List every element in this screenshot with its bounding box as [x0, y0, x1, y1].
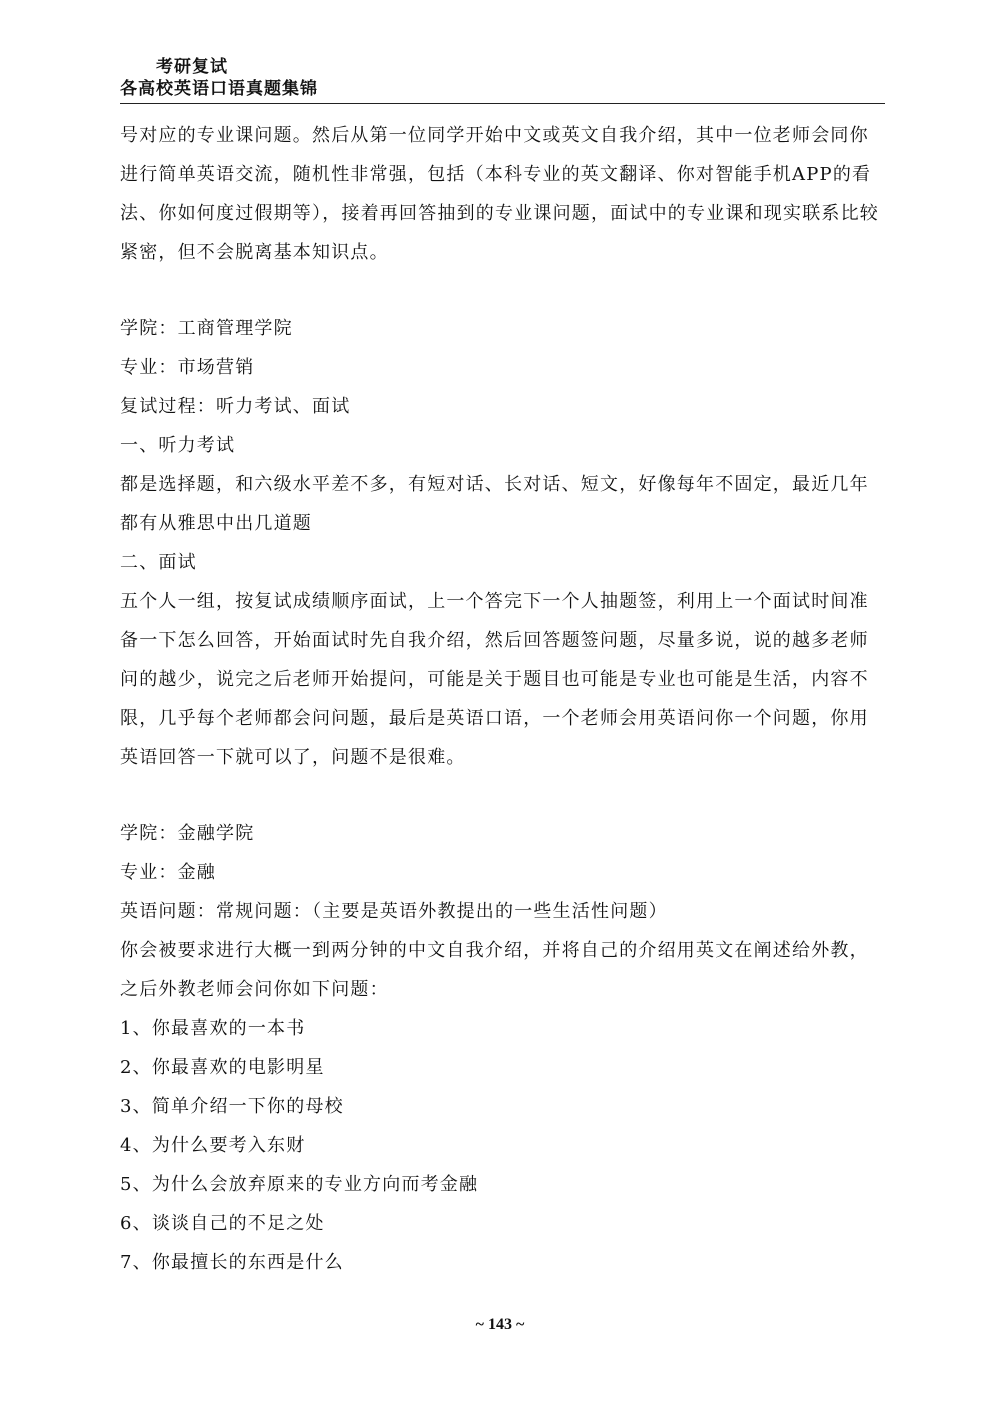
- section-gap: [120, 777, 885, 814]
- question-item: 1、你最喜欢的一本书: [120, 1018, 306, 1039]
- question-item: 2、你最喜欢的电影明星: [120, 1057, 325, 1078]
- header-divider: [120, 103, 885, 104]
- question-item: 5、为什么会放弃原来的专业方向而考金融: [120, 1174, 479, 1195]
- question-item: 6、谈谈自己的不足之处: [120, 1213, 325, 1234]
- question-item: 3、简单介绍一下你的母校: [120, 1096, 344, 1117]
- page-header: [120, 56, 885, 100]
- section1-part2-text: 五个人一组，按复试成绩顺序面试，上一个答完下一个人抽题签，利用上一个面试时间准备一下怎么回答，开始面试时先自我介绍，然后回答题签问题，尽量多说，说的越多老师问的越少，说完之后老师开始提问，可能是关于题目也可能是专业也可能是生活，内容不限，几乎每个老师都会问问题，最后是英语口语，一个老师会用英语问你一个问题，你用英语回答一下就可以了，问题不是很难。: [120, 591, 869, 768]
- question-item: 4、为什么要考入东财: [120, 1135, 306, 1156]
- page-content: [120, 116, 885, 1282]
- section2-college: 学院：金融学院: [120, 823, 255, 844]
- header-title: 考研复试: [156, 57, 228, 77]
- question-item: 7、你最擅长的东西是什么: [120, 1252, 344, 1273]
- intro-paragraph: 号对应的专业课问题。然后从第一位同学开始中文或英文自我介绍，其中一位老师会同你进行简单英语交流，随机性非常强，包括（本科专业的英文翻译、你对智能手机APP的看法、你如何度过假期等），接着再回答抽到的专业课问题，面试中的专业课和现实联系比较紧密，但不会脱离基本知识点。: [120, 125, 879, 263]
- section2-intro-text: 你会被要求进行大概一到两分钟的中文自我介绍，并将自己的介绍用英文在阐述给外教，之后外教老师会问你如下问题：: [120, 940, 869, 1000]
- section1-part2-title: 二、面试: [120, 552, 197, 573]
- section1-process: 复试过程：听力考试、面试: [120, 396, 351, 417]
- section1-part1-title: 一、听力考试: [120, 435, 236, 456]
- section1-major: 专业：市场营销: [120, 357, 255, 378]
- section1-college: 学院：工商管理学院: [120, 318, 293, 339]
- header-subtitle: 各高校英语口语真题集锦: [120, 79, 318, 99]
- section-gap: [120, 272, 885, 309]
- page-number: ~ 143 ~: [475, 1316, 525, 1333]
- section2-question-type: 英语问题：常规问题：（主要是英语外教提出的一些生活性问题）: [120, 901, 668, 922]
- section1-part1-text: 都是选择题，和六级水平差不多，有短对话、长对话、短文，好像每年不固定，最近几年都有从雅思中出几道题: [120, 474, 869, 534]
- section2-major: 专业：金融: [120, 862, 216, 883]
